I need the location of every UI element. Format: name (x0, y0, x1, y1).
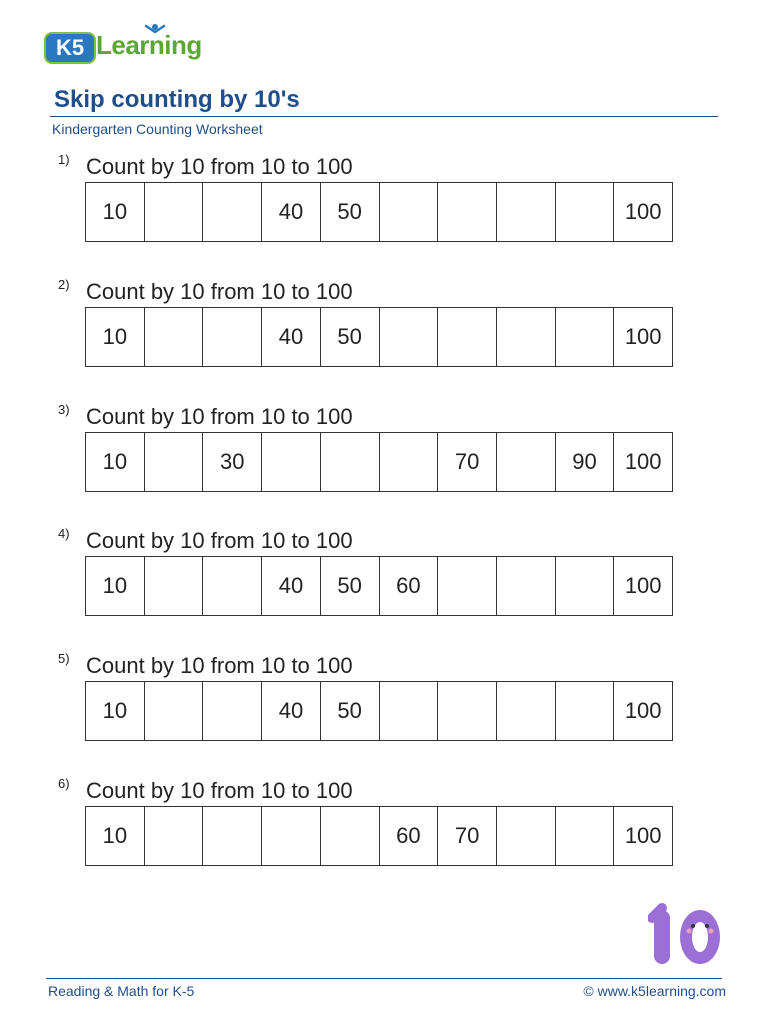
problem-2 (0, 277, 768, 377)
blank-answer-cell[interactable] (379, 682, 438, 740)
given-number-cell: 60 (379, 807, 438, 865)
given-number-cell: 40 (261, 183, 320, 241)
logo-wordmark: Learning (96, 30, 202, 60)
given-number-cell: 10 (102, 449, 128, 474)
problem-prompt: Count by 10 from 10 to 100 (86, 653, 353, 678)
given-number-cell: 10 (102, 324, 128, 349)
blank-answer-cell[interactable] (555, 557, 614, 615)
problem-6 (0, 776, 768, 876)
number-sequence-row (85, 806, 673, 866)
given-number-cell: 70 (437, 807, 496, 865)
k5-learning-logo (44, 22, 204, 66)
blank-answer-cell[interactable] (144, 433, 203, 491)
given-number-cell: 100 (613, 807, 672, 865)
blank-answer-cell[interactable] (496, 433, 555, 491)
given-number-cell: 10 (102, 698, 128, 723)
blank-answer-cell[interactable] (555, 308, 614, 366)
problem-1 (0, 152, 768, 252)
blank-answer-cell[interactable] (555, 183, 614, 241)
blank-answer-cell[interactable] (144, 807, 203, 865)
given-number-cell: 40 (261, 557, 320, 615)
problem-number: 1) (58, 152, 70, 167)
page-subtitle: Kindergarten Counting Worksheet (52, 121, 263, 137)
blank-answer-cell[interactable] (144, 557, 203, 615)
given-number-cell: 70 (437, 433, 496, 491)
number-sequence-row (85, 556, 673, 616)
blank-answer-cell[interactable] (496, 807, 555, 865)
given-number-cell: 50 (320, 183, 379, 241)
given-number-cell: 100 (613, 308, 672, 366)
number-ten-graphic (648, 902, 728, 968)
blank-answer-cell[interactable] (555, 807, 614, 865)
blank-answer-cell[interactable] (437, 183, 496, 241)
page-title: Skip counting by 10's (54, 86, 300, 113)
blank-answer-cell[interactable] (379, 183, 438, 241)
number-sequence-row (85, 182, 673, 242)
problem-3 (0, 402, 768, 502)
blank-answer-cell[interactable] (496, 557, 555, 615)
problem-number: 2) (58, 277, 70, 292)
blank-answer-cell[interactable] (555, 682, 614, 740)
blank-answer-cell[interactable] (261, 433, 320, 491)
problem-prompt: Count by 10 from 10 to 100 (86, 528, 353, 553)
problem-number: 3) (58, 402, 70, 417)
problem-prompt: Count by 10 from 10 to 100 (86, 404, 353, 429)
blank-answer-cell[interactable] (496, 682, 555, 740)
logo-figure-icon (140, 22, 170, 42)
given-number-cell: 50 (320, 308, 379, 366)
problem-number: 6) (58, 776, 70, 791)
problem-number: 4) (58, 526, 70, 541)
blank-answer-cell[interactable] (202, 557, 261, 615)
given-number-cell: 100 (613, 183, 672, 241)
blank-answer-cell[interactable] (379, 433, 438, 491)
blank-answer-cell[interactable] (320, 433, 379, 491)
blank-answer-cell[interactable] (320, 807, 379, 865)
blank-answer-cell[interactable] (437, 308, 496, 366)
number-sequence-row (85, 681, 673, 741)
given-number-cell: 10 (102, 823, 128, 848)
blank-answer-cell[interactable] (496, 183, 555, 241)
footer-divider (46, 978, 722, 979)
given-number-cell: 10 (102, 199, 128, 224)
blank-answer-cell[interactable] (202, 682, 261, 740)
title-divider (50, 116, 718, 117)
given-number-cell: 60 (379, 557, 438, 615)
blank-answer-cell[interactable] (379, 308, 438, 366)
blank-answer-cell[interactable] (202, 183, 261, 241)
given-number-cell: 50 (320, 557, 379, 615)
blank-answer-cell[interactable] (144, 183, 203, 241)
problem-prompt: Count by 10 from 10 to 100 (86, 279, 353, 304)
footer-tagline: Reading & Math for K-5 (48, 983, 195, 999)
problem-5 (0, 651, 768, 751)
problem-prompt: Count by 10 from 10 to 100 (86, 778, 353, 803)
blank-answer-cell[interactable] (202, 308, 261, 366)
given-number-cell: 40 (261, 308, 320, 366)
blank-answer-cell[interactable] (261, 807, 320, 865)
problem-number: 5) (58, 651, 70, 666)
problem-prompt: Count by 10 from 10 to 100 (86, 154, 353, 179)
svg-text:10: 10 (648, 902, 650, 903)
blank-answer-cell[interactable] (437, 682, 496, 740)
given-number-cell: 50 (320, 682, 379, 740)
blank-answer-cell[interactable] (144, 682, 203, 740)
number-sequence-row (85, 432, 673, 492)
logo-k5-badge: K5 (44, 32, 96, 64)
footer-website[interactable]: © www.k5learning.com (583, 983, 726, 999)
given-number-cell: 30 (202, 433, 261, 491)
given-number-cell: 100 (613, 433, 672, 491)
blank-answer-cell[interactable] (437, 557, 496, 615)
blank-answer-cell[interactable] (144, 308, 203, 366)
given-number-cell: 100 (613, 682, 672, 740)
given-number-cell: 40 (261, 682, 320, 740)
blank-answer-cell[interactable] (202, 807, 261, 865)
number-sequence-row (85, 307, 673, 367)
given-number-cell: 100 (613, 557, 672, 615)
given-number-cell: 10 (102, 573, 128, 598)
blank-answer-cell[interactable] (496, 308, 555, 366)
given-number-cell: 90 (555, 433, 614, 491)
problem-4 (0, 526, 768, 626)
